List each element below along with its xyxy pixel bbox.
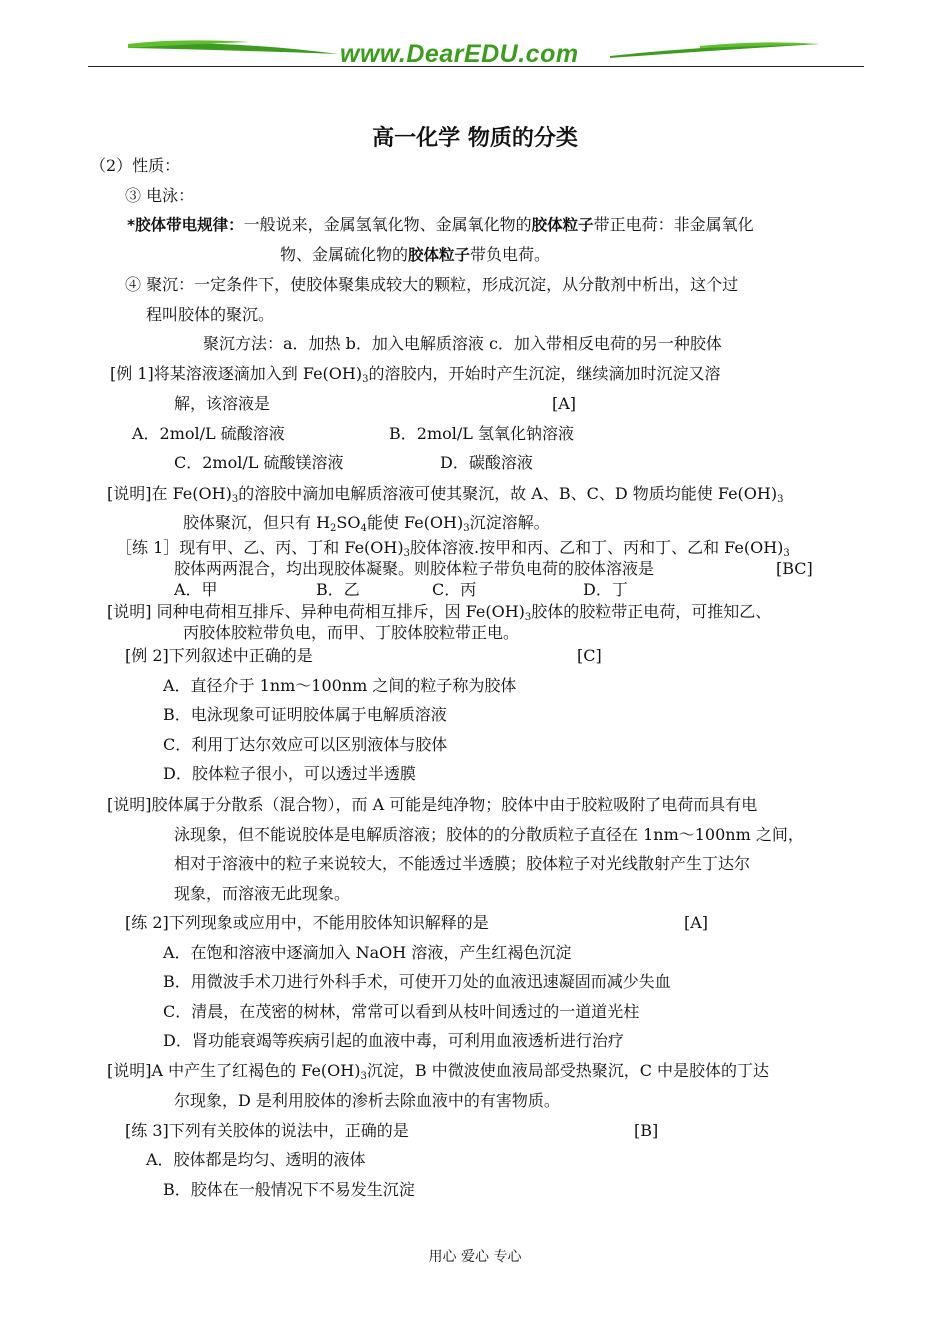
- practice-1-option-c: C．丙: [432, 580, 477, 599]
- example-2-explanation-line4: 现象，而溶液无此现象。: [174, 884, 351, 903]
- example-2-answer: [C]: [577, 646, 602, 665]
- text-segment: 带正电荷：非金属氧化: [593, 215, 754, 234]
- text-segment: SO: [336, 513, 361, 532]
- example-2-explanation-line1: [说明]胶体属于分散系（混合物），而 A 可能是纯净物；胶体中由于胶粒吸附了电荷而具有电: [107, 795, 758, 814]
- subscript: 3: [403, 548, 410, 559]
- text-segment: 物、金属硫化物的: [280, 245, 409, 264]
- practice-1-option-d: D．丁: [583, 580, 628, 599]
- paragraph-charge-rule-line1: [127, 215, 754, 235]
- text-segment: [说明] 同种电荷相互排斥、异种电荷相互排斥，因 Fe(OH): [107, 602, 525, 621]
- example-1-explanation-line2: [183, 513, 550, 533]
- text-segment: 的溶胶内，开始时产生沉淀，继续滴加时沉淀又溶: [368, 364, 721, 383]
- practice-1-option-a: A．甲: [174, 580, 218, 599]
- practice-1-question-line2: 胶体两两混合，均出现胶体凝聚。则胶体粒子带负电荷的胶体溶液是: [174, 559, 655, 578]
- subscript: 3: [524, 612, 532, 623]
- bold-term-colloid-particle: 胶体粒子: [531, 216, 594, 234]
- example-2-option-d: D．胶体粒子很小，可以透过半透膜: [163, 764, 416, 783]
- practice-3-answer: [B]: [634, 1121, 659, 1140]
- practice-1-option-b: B．乙: [316, 580, 360, 599]
- example-1-option-d: D．碳酸溶液: [440, 453, 533, 472]
- practice-2-option-a: A．在饱和溶液中逐滴加入 NaOH 溶液，产生红褐色沉淀: [163, 943, 572, 962]
- section-heading-properties: （2）性质：: [90, 156, 181, 175]
- subscript: 3: [777, 494, 784, 505]
- subscript: 3: [360, 1071, 367, 1082]
- text-segment: 胶体的胶粒带正电荷，可推知乙、: [531, 602, 772, 621]
- text-segment: [说明]A 中产生了红褐色的 Fe(OH): [107, 1061, 361, 1080]
- practice-2-question: [练 2]下列现象或应用中，不能用胶体知识解释的是: [125, 913, 489, 932]
- bold-term-colloid-particle: 胶体粒子: [408, 246, 471, 264]
- text-segment: [说明]在 Fe(OH): [107, 484, 232, 503]
- example-1-explanation-line1: [107, 484, 783, 504]
- header-divider: [88, 66, 864, 67]
- paragraph-coagulation-line2: 程叫胶体的聚沉。: [146, 305, 275, 324]
- page-title: 高一化学 物质的分类: [372, 126, 578, 151]
- page-header: [0, 0, 950, 80]
- example-2-question: [例 2]下列叙述中正确的是: [125, 646, 313, 665]
- text-segment: ［练 1］现有甲、乙、丙、丁和 Fe(OH): [116, 538, 404, 557]
- practice-3-question: [练 3]下列有关胶体的说法中，正确的是: [125, 1121, 409, 1140]
- practice-1-question-line1: [116, 538, 790, 558]
- text-segment: 胶体聚沉，但只有 H: [183, 513, 331, 532]
- paragraph-charge-rule-line2: [280, 245, 550, 265]
- bold-label-charge-rule: *胶体带电规律：: [127, 216, 244, 234]
- example-2-explanation-line2: 泳现象，但不能说胶体是电解质溶液；胶体的的分散质粒子直径在 1nm～100nm 之间，: [174, 825, 804, 844]
- text-segment: 一般说来，金属氢氧化物、金属氧化物的: [243, 215, 532, 234]
- subscript: 3: [231, 494, 239, 505]
- practice-3-option-b: B．胶体在一般情况下不易发生沉淀: [163, 1180, 415, 1199]
- page-footer: 用心 爱心 专心: [428, 1249, 522, 1265]
- header-brand-logo: www.DearEDU.com: [340, 40, 579, 68]
- practice-2-answer: [A]: [684, 913, 709, 932]
- paragraph-coagulation-line1: ④ 聚沉：一定条件下，使胶体聚集成较大的颗粒，形成沉淀，从分散剂中析出，这个过: [125, 275, 739, 294]
- example-2-explanation-line3: 相对于溶液中的粒子来说较大，不能透过半透膜；胶体粒子对光线散射产生丁达尔: [174, 854, 751, 873]
- practice-2-option-b: B．用微波手术刀进行外科手术，可使开刀处的血液迅速凝固而减少失血: [163, 972, 671, 991]
- practice-1-explanation-line2: 丙胶体胶粒带负电，而甲、丁胶体胶粒带正电。: [183, 623, 520, 642]
- example-1-question: [110, 364, 720, 384]
- text-segment: 能使 Fe(OH): [366, 513, 464, 532]
- example-1-option-c: C．2mol/L 硫酸镁溶液: [174, 453, 344, 472]
- practice-2-option-c: C．清晨，在茂密的树林，常常可以看到从枝叶间透过的一道道光柱: [163, 1002, 640, 1021]
- subscript: 3: [362, 374, 369, 385]
- example-1-question-cont: 解，该溶液是: [174, 394, 271, 413]
- subscript: 2: [330, 523, 337, 534]
- example-1-option-b: B．2mol/L 氢氧化钠溶液: [389, 424, 574, 443]
- subscript: 3: [783, 548, 790, 559]
- practice-2-option-d: D．肾功能衰竭等疾病引起的血液中毒，可利用血液透析进行治疗: [163, 1031, 624, 1050]
- text-segment: [例 1]将某溶液逐滴加入到 Fe(OH): [110, 364, 363, 383]
- practice-3-option-a: A．胶体都是均匀、透明的液体: [146, 1150, 366, 1169]
- example-1-answer: [A]: [552, 394, 577, 413]
- subheading-electrophoresis: ③ 电泳：: [125, 186, 195, 205]
- practice-1-explanation-line1: [107, 602, 771, 622]
- text-segment: 沉淀，B 中微波使血液局部受热聚沉，C 中是胶体的丁达: [366, 1061, 770, 1080]
- example-2-option-a: A．直径介于 1nm～100nm 之间的粒子称为胶体: [163, 676, 517, 695]
- text-segment: 沉淀溶解。: [469, 513, 550, 532]
- text-segment: 带负电荷。: [470, 245, 551, 264]
- subscript: 4: [360, 523, 367, 534]
- practice-1-answer: [BC]: [776, 559, 813, 578]
- example-2-option-b: B．电泳现象可证明胶体属于电解质溶液: [163, 705, 447, 724]
- practice-2-explanation-line1: [107, 1061, 769, 1081]
- example-2-option-c: C．利用丁达尔效应可以区别液体与胶体: [163, 735, 448, 754]
- text-segment: 的溶胶中滴加电解质溶液可使其聚沉，故 A、B、C、D 物质均能使 Fe(OH): [238, 484, 778, 503]
- practice-2-explanation-line2: 尔现象，D 是利用胶体的渗析去除血液中的有害物质。: [174, 1091, 560, 1110]
- example-1-option-a: A．2mol/L 硫酸溶液: [132, 424, 285, 443]
- subscript: 3: [463, 523, 470, 534]
- coagulation-methods: 聚沉方法：a．加热 b．加入电解质溶液 c．加入带相反电荷的另一种胶体: [203, 334, 722, 353]
- text-segment: 胶体溶液.按甲和丙、乙和丁、丙和丁、乙和 Fe(OH): [409, 538, 784, 557]
